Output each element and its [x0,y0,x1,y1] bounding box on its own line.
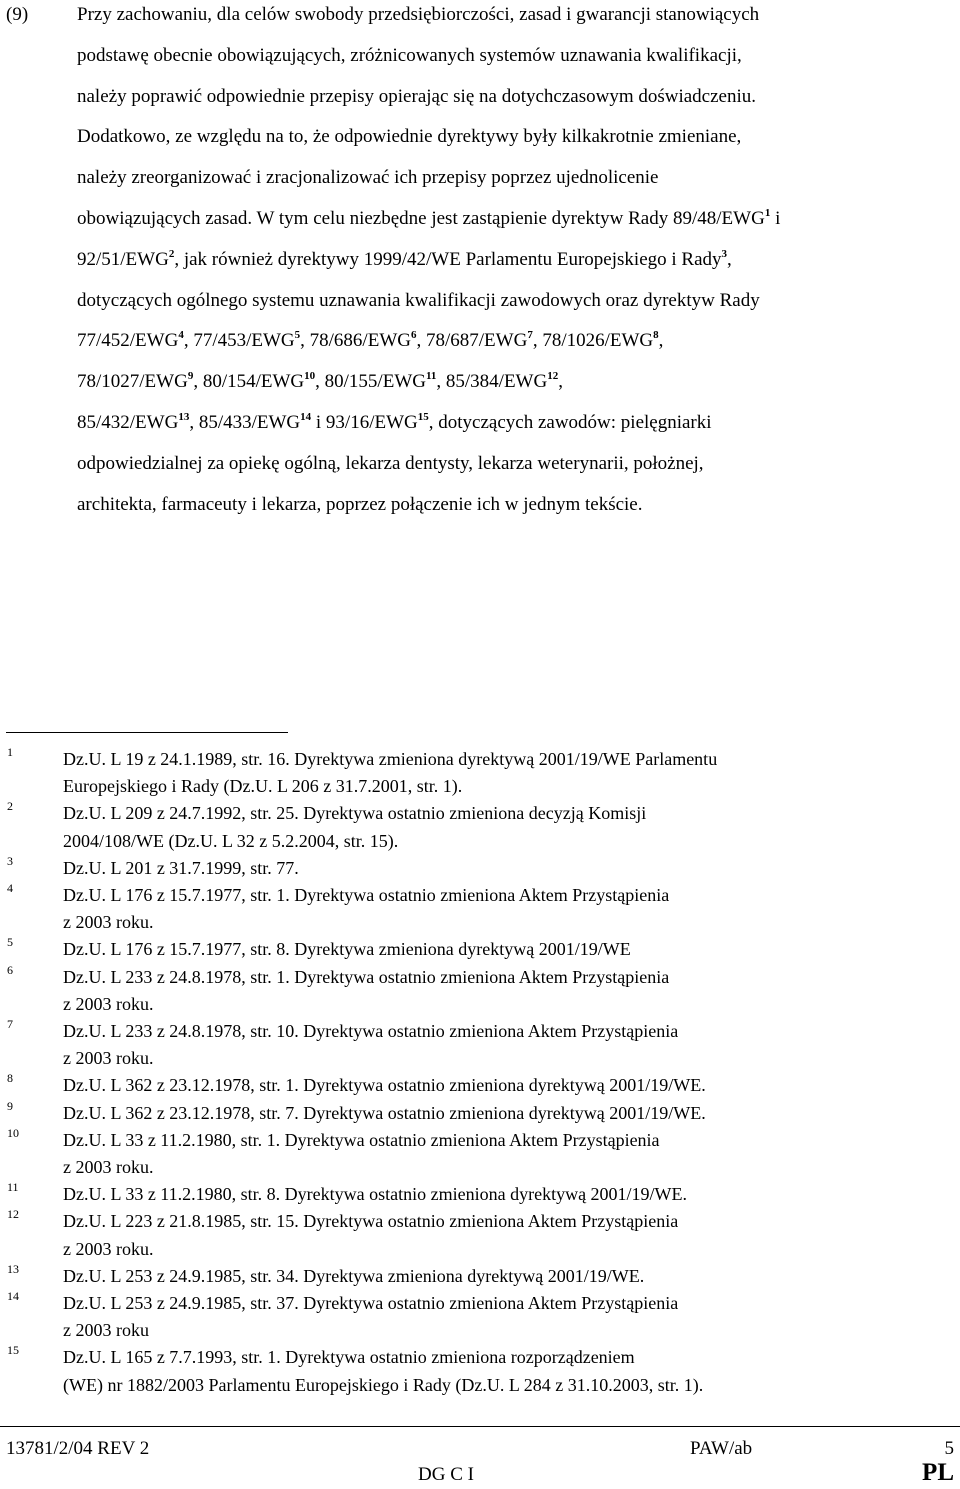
footnote-text: Dz.U. L 223 z 21.8.1985, str. 15. Dyrektywa ostatnio zmieniona Aktem Przystąpienia [63,1211,679,1232]
footnote-marker: 2 [7,799,13,814]
footnote-text: Dz.U. L 233 z 24.8.1978, str. 10. Dyrektywa ostatnio zmieniona Aktem Przystąpienia [63,1021,679,1041]
footer-author: PAW/ab [690,1438,753,1459]
footnote-text: Dz.U. L 209 z 24.7.1992, str. 25. Dyrektywa ostatnio zmieniona decyzją Komisji [63,803,647,824]
footnote-text: Dz.U. L 165 z 7.7.1993, str. 1. Dyrektywa ostatnio zmieniona rozporządzeniem [63,1347,635,1368]
recital-line: architekta, farmaceuty i lekarza, poprzez połączenie ich w jednym tekście. [77,493,643,515]
footnote-reference: 14 [300,411,312,423]
footnote-marker: 15 [7,1343,19,1358]
footnote-marker: 3 [7,853,13,868]
recital-line: należy poprawić odpowiednie przepisy opierając się na dotychczasowym doświadczeniu. [77,85,756,107]
footnote-text: Dz.U. L 362 z 23.12.1978, str. 1. Dyrektywa ostatnio zmieniona dyrektywą 2001/19/WE. [63,1075,706,1096]
footnote-text: Dz.U. L 253 z 24.9.1985, str. 34. Dyrektywa zmieniona dyrektywą 2001/19/WE. [63,1265,645,1286]
footnote-marker: 9 [7,1098,13,1113]
footnote-marker: 8 [7,1071,13,1086]
recital-line: 78/1027/EWG$^9$, 80/154/EWG$^{10}$, 80/155/EWG$^{11}$, 85/384/EWG$^{12}$, [77,370,563,393]
footnote-text: (WE) nr 1882/2003 Parlamentu Europejskiego i Rady (Dz.U. L 284 z 31.10.2003, str. 1). [63,1374,704,1395]
recital-line: obowiązujących zasad. W tym celu niezbędne jest zastąpienie dyrektyw Rady 89/48/EWG$^1$ i [77,207,781,229]
footnote-reference: 8 [653,329,659,342]
footnote-text: Dz.U. L 33 z 11.2.1980, str. 8. Dyrektywa ostatnio zmieniona dyrektywą 2001/19/WE. [63,1184,688,1205]
footnote-reference: 10 [304,370,316,383]
footnote-marker: 10 [7,1125,19,1140]
recital-line: dotyczących ogólnego systemu uznawania kwalifikacji zawodowych oraz dyrektyw Rady [77,289,760,311]
footnote-reference: 15 [417,411,429,423]
footnote-reference: 5 [294,329,301,342]
footnote-reference: 1 [764,207,771,219]
recital-line: należy zreorganizować i zracjonalizować ich przepisy poprzez ujednolicenie [77,167,659,189]
footer-page-number: 5 [944,1438,954,1459]
footnote-text: z 2003 roku. [63,993,154,1014]
footnote-text: z 2003 roku. [63,1157,154,1177]
footnote-reference: 3 [721,247,728,260]
footnote-text: Dz.U. L 362 z 23.12.1978, str. 7. Dyrektywa ostatnio zmieniona dyrektywą 2001/19/WE. [63,1102,706,1123]
footnote-text: z 2003 roku. [63,1048,154,1069]
footnote-marker: 7 [7,1017,13,1031]
footnote-marker: 14 [7,1289,19,1303]
footnote-reference: 11 [425,370,437,383]
footnote-marker: 4 [7,881,13,895]
footnote-text: z 2003 roku. [63,912,154,933]
footnote-reference: 13 [178,411,190,423]
footnote-text: 2004/108/WE (Dz.U. L 32 z 5.2.2004, str. 15). [63,830,399,851]
footnote-separator [6,732,288,733]
recital-line: Dodatkowo, ze względu na to, że odpowiednie dyrektywy były kilkakrotnie zmieniane, [77,126,742,148]
footnote-text: Europejskiego i Rady (Dz.U. L 206 z 31.7.2001, str. 1). [63,776,463,797]
footnote-text: Dz.U. L 233 z 24.8.1978, str. 1. Dyrektywa ostatnio zmieniona Aktem Przystąpienia [63,966,670,987]
footnote-marker: 1 [7,745,13,759]
recital-number: (9) [6,4,29,25]
footnote-reference: 2 [168,247,175,260]
footnote-text: Dz.U. L 176 z 15.7.1977, str. 1. Dyrektywa ostatnio zmieniona Aktem Przystąpienia [63,885,670,905]
footnote-text: Dz.U. L 33 z 11.2.1980, str. 1. Dyrektywa ostatnio zmieniona Aktem Przystąpienia [63,1129,660,1150]
footnote-reference: 12 [547,370,559,383]
footnote-text: Dz.U. L 253 z 24.9.1985, str. 37. Dyrektywa ostatnio zmieniona Aktem Przystąpienia [63,1293,679,1313]
footnote-text: z 2003 roku. [63,1238,154,1259]
footnote-reference: 9 [187,370,194,383]
recital-line: 85/432/EWG$^{13}$, 85/433/EWG$^{14}$ i 93/16/EWG$^{15}$, dotyczących zawodów: pielęgniarki [77,411,712,433]
recital-line: podstawę obecnie obowiązujących, zróżnicowanych systemów uznawania kwalifikacji, [77,44,742,66]
footer-doc-ref: 13781/2/04 REV 2 [6,1438,150,1459]
recital-line: 77/452/EWG$^4$, 77/453/EWG$^5$, 78/686/EWG$^6$, 78/687/EWG$^7$, 78/1026/EWG$^8$, [77,329,664,352]
footnote-text: z 2003 roku [63,1320,149,1341]
recital-line: 92/51/EWG$^2$, jak również dyrektywy 1999/42/WE Parlamentu Europejskiego i Rady$^3$, [77,247,732,270]
recital-line: Przy zachowaniu, dla celów swobody przedsiębiorczości, zasad i gwarancji stanowiących [77,4,760,25]
footnote-marker: 13 [7,1261,19,1276]
footnote-marker: 5 [7,935,13,950]
footnote-text: Dz.U. L 19 z 24.1.1989, str. 16. Dyrektywa zmieniona dyrektywą 2001/19/WE Parlamentu [63,749,718,769]
footer-language: PL [922,1459,954,1486]
footnote-text: Dz.U. L 176 z 15.7.1977, str. 8. Dyrektywa zmieniona dyrektywą 2001/19/WE [63,939,631,960]
footer-rule [0,1426,960,1427]
footnote-reference: 4 [178,329,184,342]
footnote-reference: 6 [410,329,417,342]
footnote-marker: 6 [7,962,13,977]
recital-line: odpowiedzialnej za opiekę ogólną, lekarza dentysty, lekarza weterynarii, położnej, [77,452,704,474]
footnote-text: Dz.U. L 201 z 31.7.1999, str. 77. [63,857,299,878]
footnote-marker: 12 [7,1207,19,1222]
footer-directorate: DG C I [418,1464,474,1485]
footnote-marker: 11 [7,1180,19,1195]
footnote-reference: 7 [527,329,533,342]
